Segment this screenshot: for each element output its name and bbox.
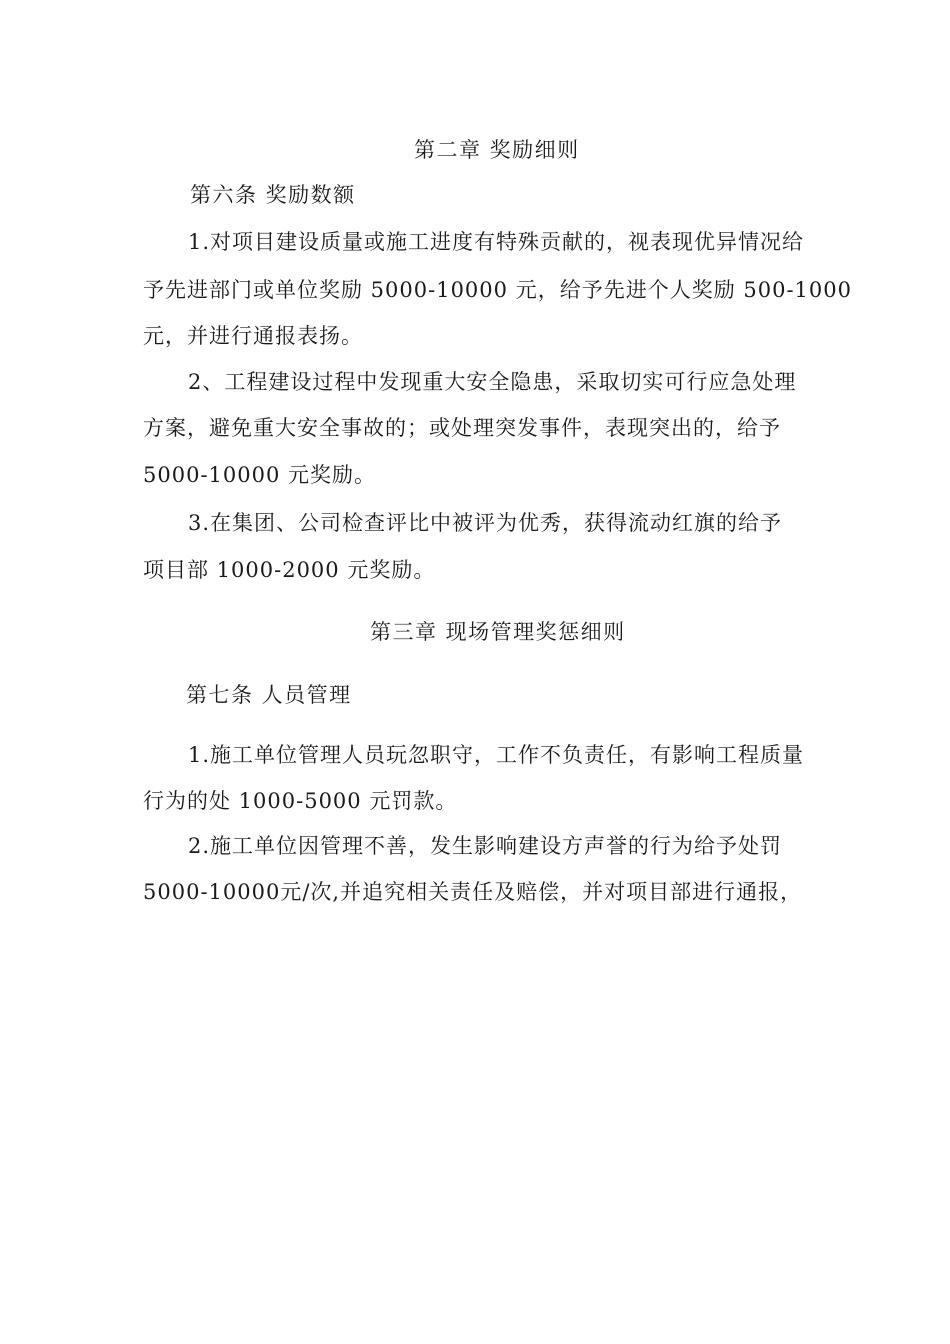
article-6-item-2-line-2: 方案，避免重大安全事故的；或处理突发事件，表现突出的，给予 <box>143 416 781 440</box>
article-7-item-2-line-2: 5000-10000元/次,并追究相关责任及赔偿，并对项目部进行通报， <box>143 880 803 904</box>
article-6-item-3-line-2: 项目部 1000-2000 元奖励。 <box>143 558 436 582</box>
article-7-heading: 第七条 人员管理 <box>186 683 352 707</box>
article-6-item-2-line-1: 2、工程建设过程中发现重大安全隐患，采取切实可行应急处理 <box>188 370 797 394</box>
article-6-item-2-line-3: 5000-10000 元奖励。 <box>143 463 377 487</box>
article-7-item-2-line-1: 2.施工单位因管理不善，发生影响建设方声誉的行为给予处罚 <box>188 834 783 858</box>
article-6-item-1-line-3: 元，并进行通报表扬。 <box>143 324 363 348</box>
article-6-item-1-line-2: 予先进部门或单位奖励 5000-10000 元，给予先进个人奖励 500-1000 <box>143 278 852 302</box>
article-6-item-3-line-1: 3.在集团、公司检查评比中被评为优秀，获得流动红旗的给予 <box>188 511 783 535</box>
article-7-item-1-line-2: 行为的处 1000-5000 元罚款。 <box>143 789 458 813</box>
article-6-item-1-line-1: 1.对项目建设质量或施工进度有特殊贡献的，视表现优异情况给 <box>188 230 805 254</box>
chapter-3-heading: 第三章 现场管理奖惩细则 <box>370 620 626 644</box>
chapter-2-heading: 第二章 奖励细则 <box>414 138 580 162</box>
article-6-heading: 第六条 奖励数额 <box>190 183 356 207</box>
article-7-item-1-line-1: 1.施工单位管理人员玩忽职守，工作不负责任，有影响工程质量 <box>188 743 805 767</box>
